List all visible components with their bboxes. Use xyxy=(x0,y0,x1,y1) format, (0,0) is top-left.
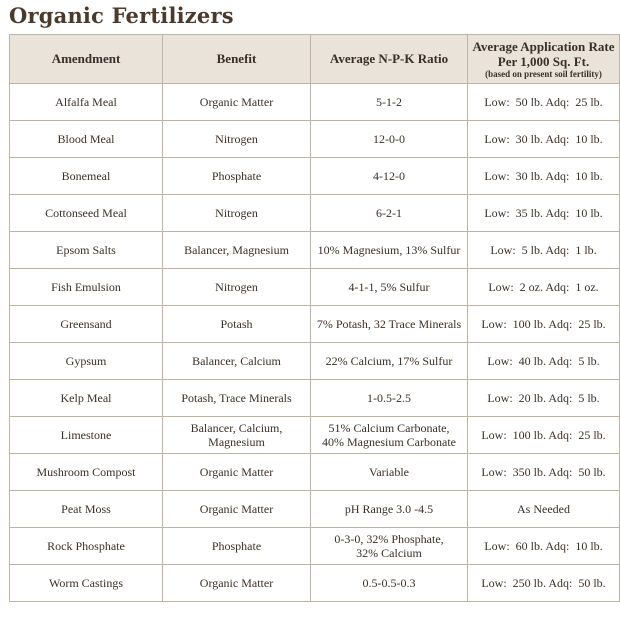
cell-npk-line: 0-3-0, 32% Phosphate, xyxy=(334,532,444,546)
table-row xyxy=(10,565,620,602)
table-row xyxy=(10,417,620,454)
cell-benefit-line: Phosphate xyxy=(211,539,262,553)
cell-application-rate: Low: 20 lb. Adq: 5 lb. xyxy=(468,380,620,417)
cell-benefit-line: Phosphate xyxy=(211,169,262,183)
cell-npk-line: 10% Magnesium, 13% Sulfur xyxy=(317,243,461,257)
cell-amendment: Gypsum xyxy=(10,343,163,380)
cell-amendment: Worm Castings xyxy=(10,565,163,602)
table-row xyxy=(10,306,620,343)
cell-benefit-line: Balancer, Calcium, xyxy=(190,421,283,435)
cell-benefit xyxy=(163,528,311,565)
cell-npk-line: 0.5-0.5-0.3 xyxy=(362,576,416,590)
cell-amendment: Greensand xyxy=(10,306,163,343)
table-row xyxy=(10,380,620,417)
cell-application-rate: Low: 50 lb. Adq: 25 lb. xyxy=(468,84,620,121)
cell-npk-ratio xyxy=(311,380,468,417)
table-row xyxy=(10,158,620,195)
cell-benefit-line: Potash xyxy=(220,317,253,331)
header-rate-note: (based on present soil fertility) xyxy=(485,68,602,79)
cell-application-rate: Low: 30 lb. Adq: 10 lb. xyxy=(468,158,620,195)
header-npk-ratio: Average N-P-K Ratio xyxy=(311,35,468,84)
cell-amendment: Alfalfa Meal xyxy=(10,84,163,121)
cell-npk-line: 4-12-0 xyxy=(373,169,405,183)
cell-amendment: Peat Moss xyxy=(10,491,163,528)
fertilizer-table xyxy=(9,34,620,602)
cell-npk-line: 22% Calcium, 17% Sulfur xyxy=(325,354,453,368)
cell-benefit-line: Magnesium xyxy=(208,435,265,449)
cell-benefit xyxy=(163,195,311,232)
cell-npk-line: 40% Magnesium Carbonate xyxy=(322,435,456,449)
table-row xyxy=(10,84,620,121)
cell-benefit-line: Organic Matter xyxy=(199,465,274,479)
cell-application-rate: Low: 40 lb. Adq: 5 lb. xyxy=(468,343,620,380)
cell-application-rate: Low: 60 lb. Adq: 10 lb. xyxy=(468,528,620,565)
cell-benefit-line: Balancer, Magnesium xyxy=(184,243,289,257)
cell-application-rate: Low: 100 lb. Adq: 25 lb. xyxy=(468,306,620,343)
cell-benefit xyxy=(163,269,311,306)
header-application-rate xyxy=(468,35,620,84)
cell-application-rate: As Needed xyxy=(468,491,620,528)
table-row xyxy=(10,232,620,269)
header-amendment: Amendment xyxy=(10,35,163,84)
cell-application-rate: Low: 350 lb. Adq: 50 lb. xyxy=(468,454,620,491)
cell-npk-ratio xyxy=(311,417,468,454)
cell-npk-line: 32% Calcium xyxy=(356,546,422,560)
cell-npk-ratio xyxy=(311,121,468,158)
cell-application-rate: Low: 5 lb. Adq: 1 lb. xyxy=(468,232,620,269)
cell-application-rate: Low: 2 oz. Adq: 1 oz. xyxy=(468,269,620,306)
table-row xyxy=(10,454,620,491)
cell-amendment: Mushroom Compost xyxy=(10,454,163,491)
cell-benefit-line: Organic Matter xyxy=(199,95,274,109)
cell-npk-ratio xyxy=(311,269,468,306)
cell-amendment: Bonemeal xyxy=(10,158,163,195)
table-row xyxy=(10,528,620,565)
table-row xyxy=(10,121,620,158)
cell-amendment: Limestone xyxy=(10,417,163,454)
cell-application-rate: Low: 35 lb. Adq: 10 lb. xyxy=(468,195,620,232)
cell-benefit xyxy=(163,380,311,417)
cell-npk-ratio xyxy=(311,343,468,380)
cell-amendment: Fish Emulsion xyxy=(10,269,163,306)
cell-application-rate: Low: 100 lb. Adq: 25 lb. xyxy=(468,417,620,454)
cell-amendment: Epsom Salts xyxy=(10,232,163,269)
table-row xyxy=(10,269,620,306)
cell-npk-line: pH Range 3.0 -4.5 xyxy=(344,502,434,516)
cell-benefit xyxy=(163,84,311,121)
cell-application-rate: Low: 30 lb. Adq: 10 lb. xyxy=(468,121,620,158)
table-body xyxy=(10,84,620,602)
cell-npk-ratio xyxy=(311,232,468,269)
cell-npk-ratio xyxy=(311,195,468,232)
cell-benefit-line: Nitrogen xyxy=(215,206,258,220)
table-row xyxy=(10,195,620,232)
cell-benefit xyxy=(163,454,311,491)
cell-npk-ratio xyxy=(311,528,468,565)
cell-benefit xyxy=(163,343,311,380)
header-rate-line1: Average Application Rate xyxy=(472,38,615,54)
cell-benefit xyxy=(163,232,311,269)
cell-benefit xyxy=(163,158,311,195)
cell-benefit-line: Organic Matter xyxy=(199,502,274,516)
cell-npk-line: 1-0.5-2.5 xyxy=(367,391,411,405)
table-header-row xyxy=(10,35,620,84)
cell-benefit xyxy=(163,306,311,343)
cell-npk-line: 4-1-1, 5% Sulfur xyxy=(348,280,430,294)
cell-benefit xyxy=(163,491,311,528)
cell-npk-line: 51% Calcium Carbonate, xyxy=(328,421,450,435)
cell-npk-ratio xyxy=(311,306,468,343)
cell-amendment: Blood Meal xyxy=(10,121,163,158)
cell-benefit-line: Nitrogen xyxy=(215,132,258,146)
cell-application-rate: Low: 250 lb. Adq: 50 lb. xyxy=(468,565,620,602)
cell-benefit-line: Potash, Trace Minerals xyxy=(181,391,292,405)
cell-benefit-line: Organic Matter xyxy=(199,576,274,590)
cell-amendment: Rock Phosphate xyxy=(10,528,163,565)
cell-benefit xyxy=(163,121,311,158)
header-rate-line2: Per 1,000 Sq. Ft. xyxy=(497,53,590,69)
cell-npk-line: 5-1-2 xyxy=(376,95,402,109)
page-title: Organic Fertilizers xyxy=(9,3,234,28)
cell-npk-line: Variable xyxy=(369,465,409,479)
cell-npk-ratio xyxy=(311,454,468,491)
cell-benefit-line: Nitrogen xyxy=(215,280,258,294)
header-benefit: Benefit xyxy=(163,35,311,84)
table-row xyxy=(10,491,620,528)
table-row xyxy=(10,343,620,380)
cell-npk-ratio xyxy=(311,491,468,528)
cell-amendment: Cottonseed Meal xyxy=(10,195,163,232)
cell-npk-line: 12-0-0 xyxy=(373,132,405,146)
cell-benefit xyxy=(163,417,311,454)
cell-benefit xyxy=(163,565,311,602)
cell-npk-ratio xyxy=(311,158,468,195)
cell-benefit-line: Balancer, Calcium xyxy=(192,354,281,368)
cell-npk-line: 6-2-1 xyxy=(376,206,402,220)
cell-npk-ratio xyxy=(311,84,468,121)
cell-npk-ratio xyxy=(311,565,468,602)
cell-amendment: Kelp Meal xyxy=(10,380,163,417)
cell-npk-line: 7% Potash, 32 Trace Minerals xyxy=(316,317,462,331)
